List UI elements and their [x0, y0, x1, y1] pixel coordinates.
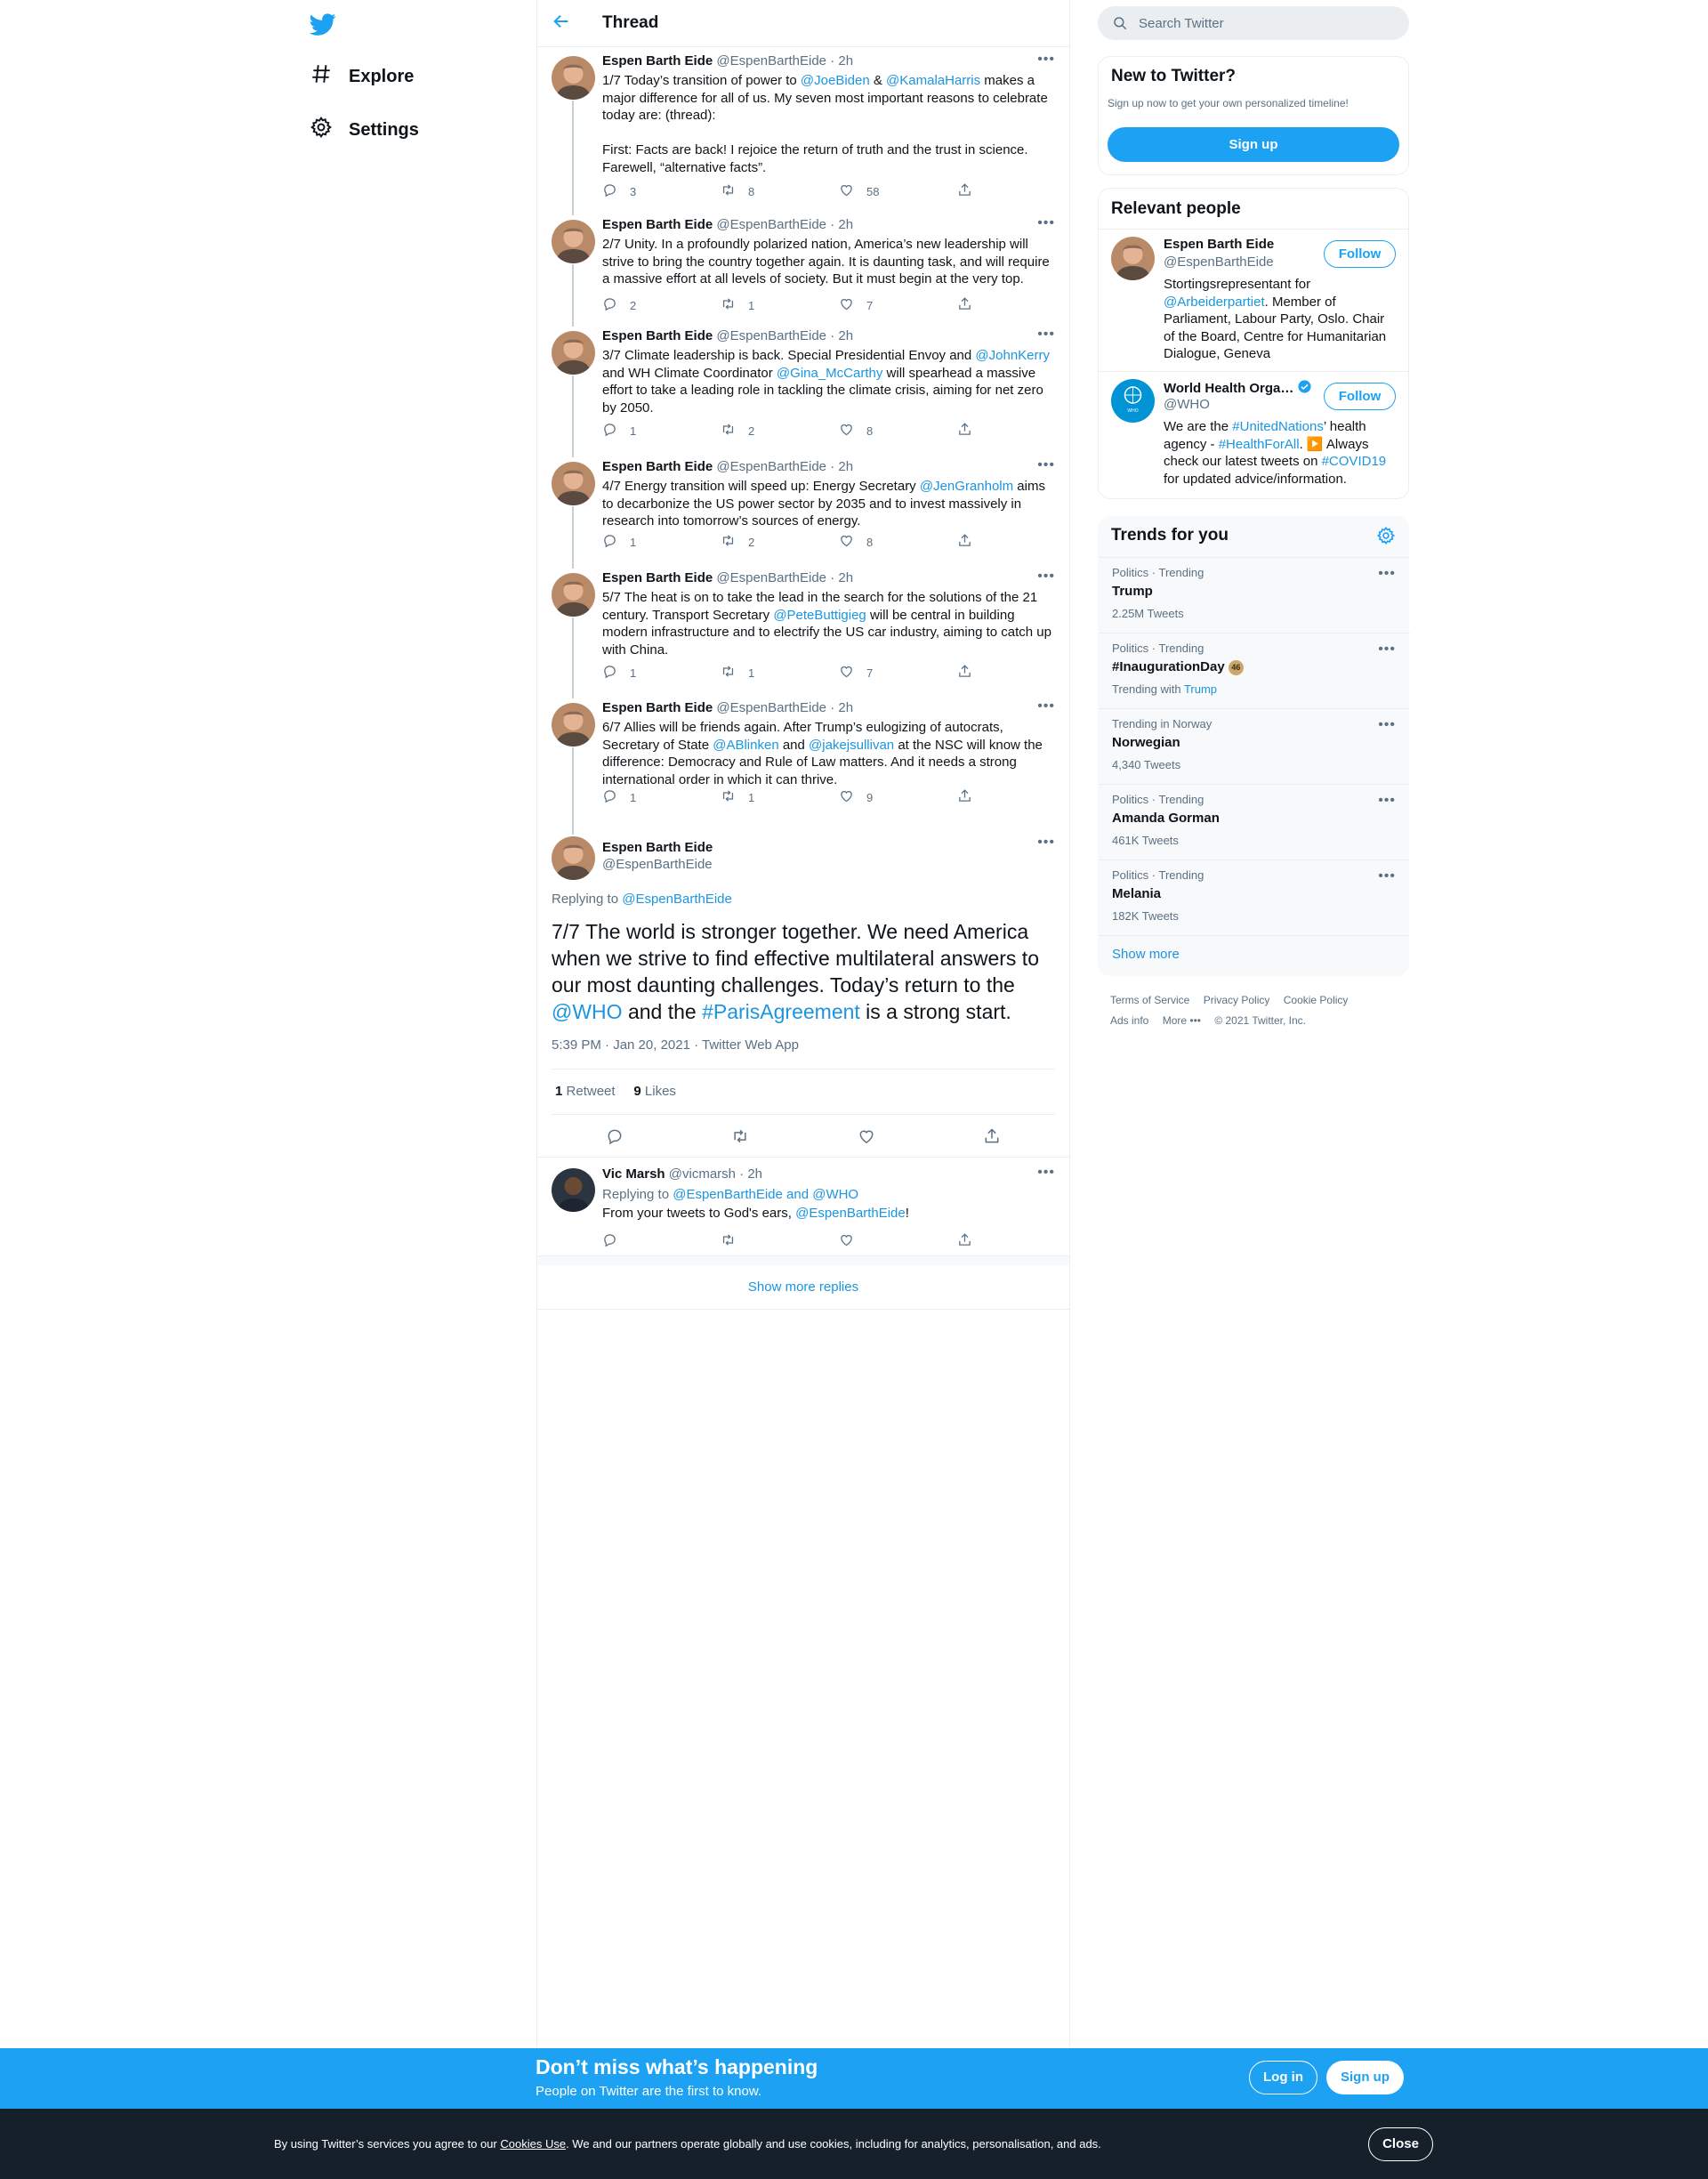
- divider: [1099, 784, 1410, 785]
- avatar[interactable]: [552, 836, 595, 880]
- show-more-trends-link[interactable]: Show more: [1112, 947, 1180, 962]
- tweet-actions: [602, 1232, 1076, 1250]
- reply-icon: [602, 296, 617, 314]
- retweet-icon: [721, 533, 736, 551]
- avatar[interactable]: [552, 462, 595, 505]
- avatar[interactable]: [552, 1168, 595, 1212]
- more-options-icon[interactable]: •••: [1378, 642, 1396, 657]
- like-count: 58: [866, 184, 880, 198]
- who-logo-icon[interactable]: [1111, 379, 1155, 423]
- share-button[interactable]: [957, 788, 1076, 806]
- like-icon: [839, 533, 854, 551]
- retweet-count: 8: [748, 184, 755, 198]
- reply-button[interactable]: [602, 664, 721, 682]
- share-icon: [957, 296, 972, 314]
- thread-connector: [572, 617, 574, 698]
- more-options-icon[interactable]: •••: [1037, 569, 1055, 584]
- person-bio: [1164, 418, 1397, 488]
- text-segment: 2/7 Unity. In a profoundly polarized nation, America’s new leadership will strive to bring the country together again. It is daunting task, and will require a massive effort at all levels of society. But it must begin at the very top.: [602, 237, 1050, 286]
- trend-item[interactable]: [1099, 717, 1410, 784]
- retweet-count: 2: [748, 535, 755, 549]
- retweet-button[interactable]: [721, 1232, 839, 1250]
- retweet-button[interactable]: [721, 422, 839, 440]
- tweet-text: [602, 347, 1056, 416]
- reply-count: 1: [630, 424, 637, 438]
- gear-icon: [310, 116, 333, 144]
- reply-button[interactable]: [602, 788, 721, 806]
- separator: [537, 1256, 1069, 1265]
- main-tweet: [537, 836, 1069, 1157]
- text-segment: From your tweets to God's ears,: [602, 1206, 796, 1221]
- retweet-icon: [721, 296, 736, 314]
- retweet-icon: [721, 182, 736, 200]
- author-name[interactable]: Espen Barth Eide: [602, 217, 713, 232]
- author-name[interactable]: Espen Barth Eide: [602, 328, 713, 343]
- mention-link[interactable]: @WHO: [552, 1000, 623, 1023]
- tweet-stats: [555, 1084, 676, 1099]
- thread-connector: [572, 101, 574, 215]
- more-options-icon[interactable]: •••: [1378, 717, 1396, 732]
- cookie-text: By using Twitter’s services you agree to our Cookies Use. We and our partners operate globally and use cookies, including for analytics, personalisation, and ads.: [274, 2137, 1101, 2151]
- text-segment: We are the: [1164, 419, 1233, 434]
- more-options-icon[interactable]: •••: [1037, 52, 1055, 67]
- tweet-text: [602, 236, 1056, 288]
- person-bio: [1164, 276, 1397, 363]
- tweet-text: [602, 1205, 1056, 1223]
- trend-context: Politics · Trending: [1112, 868, 1204, 882]
- author-name[interactable]: Espen Barth Eide: [602, 840, 713, 855]
- follow-button[interactable]: Follow: [1324, 240, 1396, 268]
- card-title: New to Twitter?: [1111, 67, 1237, 85]
- reply-count: 1: [630, 535, 637, 549]
- retweet-button[interactable]: [721, 788, 839, 806]
- retweet-count: 1: [748, 298, 755, 312]
- reply-button[interactable]: [602, 422, 721, 440]
- mention-link[interactable]: #COVID19: [1321, 454, 1387, 469]
- text-segment: 3/7 Climate leadership is back. Special Presidential Envoy and: [602, 348, 976, 363]
- trend-name: Norwegian: [1112, 735, 1180, 750]
- replying-to: [602, 1186, 1056, 1204]
- footer-link[interactable]: Cookie Policy: [1283, 994, 1349, 1006]
- reply-icon: [602, 664, 617, 682]
- thread-connector: [572, 264, 574, 327]
- mention-link[interactable]: @KamalaHarris: [886, 73, 981, 88]
- text-segment: . ▶️ Always check our latest tweets on: [1164, 436, 1369, 469]
- nav-settings[interactable]: [310, 116, 419, 144]
- tweet-text: [602, 478, 1056, 530]
- like-button[interactable]: [839, 1232, 957, 1250]
- like-count: 7: [866, 666, 874, 680]
- mention-link[interactable]: @JohnKerry: [975, 348, 1050, 363]
- text-segment: and the: [622, 1000, 703, 1023]
- tweet-text: [602, 719, 1056, 788]
- main-tweet-actions: [552, 1127, 1055, 1150]
- trend-name: Amanda Gorman: [1112, 811, 1220, 826]
- reply-tweet[interactable]: [537, 1157, 1069, 1256]
- text-segment: ’ health agency -: [1164, 419, 1366, 452]
- trend-count: 182K Tweets: [1112, 909, 1179, 923]
- reply-button[interactable]: [602, 533, 721, 551]
- share-button[interactable]: [957, 296, 1076, 314]
- more-options-icon[interactable]: •••: [1037, 215, 1055, 230]
- retweet-button[interactable]: [721, 296, 839, 314]
- like-button[interactable]: [839, 664, 957, 682]
- person-row[interactable]: [1099, 230, 1408, 372]
- author-handle[interactable]: @EspenBarthEide: [716, 459, 827, 474]
- like-icon: [839, 296, 854, 314]
- signup-promo-bar: [0, 2048, 1708, 2109]
- share-button[interactable]: [957, 533, 1076, 551]
- reply-icon: [602, 533, 617, 551]
- text-segment: aims to decarbonize the US power sector by 2035 and to invest massively in research into tomorrow’s sources of energy.: [602, 479, 1045, 529]
- more-options-icon[interactable]: •••: [1037, 835, 1055, 850]
- verified-badge-icon: [1297, 379, 1312, 398]
- follow-button[interactable]: Follow: [1324, 383, 1396, 410]
- author-name[interactable]: Espen Barth Eide: [602, 459, 713, 474]
- retweet-count: 1: [748, 666, 755, 680]
- text-segment: 1/7 Today’s transition of power to: [602, 73, 801, 88]
- like-icon: [839, 788, 854, 806]
- reply-button[interactable]: [602, 1232, 721, 1250]
- text-segment: 7/7 The world is stronger together. We need America when we strive to find effective multilateral answers to our most daunting challenges. Today’s return to the: [552, 920, 1039, 997]
- trend-link[interactable]: Trump: [1183, 682, 1218, 696]
- share-icon: [957, 182, 972, 200]
- retweet-stat[interactable]: 1 Retweet: [555, 1084, 616, 1099]
- divider: [1099, 859, 1410, 860]
- author-name[interactable]: Espen Barth Eide: [602, 570, 713, 585]
- trend-name: #InaugurationDay: [1112, 659, 1225, 674]
- author-handle[interactable]: @EspenBarthEide: [716, 217, 827, 232]
- reply-count: 1: [630, 790, 637, 804]
- text-segment: !: [905, 1206, 909, 1221]
- search-bar[interactable]: [1098, 6, 1409, 40]
- more-options-icon[interactable]: •••: [1037, 457, 1055, 472]
- retweet-button[interactable]: [721, 664, 839, 682]
- author-handle[interactable]: @vicmarsh: [668, 1166, 736, 1182]
- trend-item[interactable]: [1099, 793, 1410, 859]
- reply-icon: [602, 422, 617, 440]
- mention-link[interactable]: @jakejsullivan: [809, 737, 895, 753]
- like-count: 8: [866, 535, 874, 549]
- reply-icon[interactable]: [606, 1127, 624, 1150]
- avatar[interactable]: [1111, 237, 1155, 280]
- card-title: Relevant people: [1111, 199, 1241, 218]
- text-segment: and: [778, 737, 810, 753]
- divider: [1099, 708, 1410, 709]
- trend-context: Politics · Trending: [1112, 642, 1204, 655]
- inauguration-emoji-icon: 46: [1229, 660, 1244, 675]
- tweet-actions: [602, 182, 1076, 200]
- replying-to-link[interactable]: @EspenBarthEide and @WHO: [673, 1187, 859, 1202]
- main-tweet-text: [552, 918, 1059, 1025]
- text-segment: and WH Climate Coordinator: [602, 365, 777, 381]
- author-handle[interactable]: @EspenBarthEide: [716, 700, 827, 715]
- retweet-icon: [721, 788, 736, 806]
- retweet-button[interactable]: [721, 182, 839, 200]
- sign-up-button[interactable]: Sign up: [1108, 127, 1399, 162]
- text-segment: Stortingsrepresentant for: [1164, 277, 1311, 292]
- search-input[interactable]: [1139, 6, 1397, 40]
- back-arrow-icon[interactable]: [552, 12, 575, 35]
- mention-link[interactable]: @PeteButtigieg: [773, 607, 866, 623]
- like-icon: [839, 664, 854, 682]
- text-segment: &: [869, 73, 887, 88]
- person-name[interactable]: Espen Barth Eide: [1164, 237, 1275, 252]
- person-name[interactable]: World Health Orga…: [1164, 381, 1294, 396]
- replying-to-link[interactable]: @EspenBarthEide: [622, 892, 732, 907]
- sign-up-button[interactable]: Sign up: [1326, 2061, 1404, 2094]
- footer-link[interactable]: Terms of Service: [1110, 994, 1190, 1006]
- promo-title: Don’t miss what’s happening: [536, 2055, 818, 2078]
- cookies-use-link[interactable]: Cookies Use: [500, 2137, 567, 2151]
- log-in-button[interactable]: Log in: [1249, 2061, 1317, 2094]
- text-segment: at the NSC will know the difference: Democracy and Rule of Law matters. And it needs a strong international order in which it can thrive.: [602, 737, 1043, 787]
- divider: [1099, 633, 1410, 634]
- more-options-icon[interactable]: •••: [1378, 566, 1396, 581]
- text-segment: for updated advice/information.: [1164, 471, 1347, 487]
- mention-link[interactable]: #HealthForAll: [1218, 436, 1300, 452]
- trend-item[interactable]: [1099, 868, 1410, 935]
- mention-link[interactable]: #UnitedNations: [1232, 419, 1324, 434]
- retweet-count: 1: [748, 790, 755, 804]
- like-button[interactable]: [839, 296, 957, 314]
- reply-button[interactable]: [602, 182, 721, 200]
- like-count: 9: [866, 790, 874, 804]
- mention-link[interactable]: @Gina_McCarthy: [776, 365, 883, 381]
- cookie-banner: [0, 2109, 1708, 2179]
- like-button[interactable]: [839, 533, 957, 551]
- footer-links-row: [1110, 1014, 1317, 1027]
- avatar[interactable]: [552, 573, 595, 617]
- text-segment: is a strong start.: [859, 1000, 1011, 1023]
- author-handle[interactable]: @EspenBarthEide: [716, 53, 827, 69]
- mention-link[interactable]: @Arbeiderpartiet: [1164, 294, 1265, 310]
- tweet-actions: [602, 422, 1076, 440]
- more-options-icon[interactable]: •••: [1037, 698, 1055, 714]
- thread-connector: [572, 747, 574, 835]
- trend-count: 4,340 Tweets: [1112, 758, 1181, 771]
- author-name[interactable]: Espen Barth Eide: [602, 700, 713, 715]
- divider: [552, 1114, 1055, 1115]
- share-icon: [957, 788, 972, 806]
- replying-to-label: Replying to: [552, 892, 623, 907]
- author-handle[interactable]: @EspenBarthEide: [716, 570, 827, 585]
- text-segment: 4/7 Energy transition will speed up: Energy Secretary: [602, 479, 920, 494]
- mention-link[interactable]: @JoeBiden: [800, 73, 870, 88]
- avatar[interactable]: [552, 220, 595, 263]
- mention-link[interactable]: @JenGranholm: [919, 479, 1014, 494]
- trend-count: 2.25M Tweets: [1112, 607, 1184, 620]
- text-segment: will be central in building modern infrastructure and to electrify the US car industry, aiming to catch up with China.: [602, 607, 1051, 658]
- more-options-icon[interactable]: •••: [1378, 793, 1396, 808]
- card-title: Trends for you: [1111, 526, 1229, 545]
- reply-count: 2: [630, 298, 637, 312]
- avatar[interactable]: [552, 703, 595, 747]
- like-icon: [839, 422, 854, 440]
- text-segment: 5/7 The heat is on to take the lead in the search for the solutions of the 21 century. Transport Secretary: [602, 590, 1038, 623]
- trend-name: Melania: [1112, 886, 1162, 901]
- author-handle[interactable]: @EspenBarthEide: [602, 857, 713, 872]
- trend-name: Trump: [1112, 584, 1153, 599]
- reply-icon: [602, 1232, 617, 1250]
- share-button[interactable]: [957, 422, 1076, 440]
- author-name[interactable]: Espen Barth Eide: [602, 53, 713, 69]
- close-button[interactable]: Close: [1368, 2127, 1433, 2161]
- person-handle[interactable]: @WHO: [1164, 397, 1210, 412]
- trend-context: Politics · Trending: [1112, 566, 1204, 579]
- like-icon[interactable]: [858, 1127, 875, 1150]
- more-options-icon[interactable]: •••: [1037, 327, 1055, 342]
- tweet-text: [602, 72, 1056, 176]
- thread-header: [537, 0, 1069, 47]
- new-to-twitter-card: [1098, 56, 1409, 175]
- text-segment: . Member of Parliament, Labour Party, Oslo. Chair of the Board, Centre for Humanitarian Dialogue, Geneva: [1164, 294, 1387, 361]
- nav-settings-label: Settings: [349, 119, 419, 140]
- person-handle[interactable]: @EspenBarthEide: [1164, 254, 1274, 270]
- share-button[interactable]: [957, 182, 1076, 200]
- nav-explore[interactable]: [310, 62, 414, 91]
- tweet-actions: [602, 664, 1076, 682]
- avatar[interactable]: [552, 56, 595, 100]
- reply-icon: [602, 788, 617, 806]
- trends-card: [1098, 516, 1409, 976]
- footer-link[interactable]: Ads info: [1110, 1014, 1149, 1027]
- retweet-icon: [721, 422, 736, 440]
- more-options-icon[interactable]: •••: [1378, 868, 1396, 884]
- mention-link[interactable]: @EspenBarthEide: [795, 1206, 906, 1221]
- tweet-actions: [602, 296, 1076, 314]
- relevant-people-card: [1098, 188, 1409, 499]
- tweet-time[interactable]: · 2h: [830, 570, 854, 585]
- thread-connector: [572, 375, 574, 457]
- share-button[interactable]: [957, 1232, 1076, 1250]
- nav-explore-label: Explore: [349, 66, 415, 86]
- mention-link[interactable]: @ABlinken: [713, 737, 779, 753]
- retweet-button[interactable]: [721, 533, 839, 551]
- divider: [1099, 557, 1410, 558]
- like-icon: [839, 182, 854, 200]
- twitter-logo-icon[interactable]: [310, 11, 336, 37]
- author-name[interactable]: Vic Marsh: [602, 1166, 665, 1182]
- person-row[interactable]: [1099, 372, 1408, 496]
- share-icon: [957, 422, 972, 440]
- like-button[interactable]: [839, 422, 957, 440]
- retweet-icon: [721, 664, 736, 682]
- footer-copyright: © 2021 Twitter, Inc.: [1214, 1014, 1307, 1027]
- thread-column: [536, 0, 1070, 2048]
- tweet-actions: [602, 533, 1076, 551]
- trend-item[interactable]: [1099, 642, 1410, 708]
- tweet-time[interactable]: · 2h: [830, 459, 854, 474]
- share-icon[interactable]: [983, 1127, 1001, 1150]
- share-button[interactable]: [957, 664, 1076, 682]
- card-subtitle: Sign up now to get your own personalized timeline!: [1108, 97, 1349, 109]
- like-button[interactable]: [839, 788, 957, 806]
- trend-count-label: Trending with: [1112, 682, 1181, 696]
- page-title: Thread: [602, 13, 659, 32]
- divider: [537, 1309, 1069, 1310]
- tweet-time[interactable]: · 2h: [830, 328, 854, 343]
- text-segment: makes a major difference for all of us. My seven most important reasons to celebrate today are: (thread): First: Facts are back! I rejoice the return of truth and the trust in science. Farewell, “alternative facts”.: [602, 73, 1048, 175]
- share-icon: [957, 664, 972, 682]
- reply-count: 1: [630, 666, 637, 680]
- promo-subtitle: People on Twitter are the first to know.: [536, 2084, 762, 2099]
- footer-link[interactable]: Privacy Policy: [1203, 994, 1270, 1006]
- trend-count: 461K Tweets: [1112, 834, 1179, 847]
- author-handle[interactable]: @EspenBarthEide: [716, 328, 827, 343]
- retweet-icon: [721, 1232, 736, 1250]
- divider: [1099, 935, 1410, 936]
- trend-context: Politics · Trending: [1112, 793, 1204, 806]
- footer-links-row: [1110, 994, 1358, 1006]
- replying-to: [552, 892, 732, 907]
- tweet-actions: [602, 788, 1076, 806]
- more-options-icon[interactable]: •••: [1037, 1165, 1055, 1180]
- svg-text:WHO: WHO: [1127, 408, 1139, 414]
- replying-to-label: Replying to: [602, 1187, 673, 1202]
- tweet-time[interactable]: · 2h: [739, 1166, 763, 1182]
- trends-settings-icon[interactable]: [1376, 526, 1396, 545]
- share-icon: [957, 533, 972, 551]
- retweet-icon[interactable]: [731, 1127, 749, 1150]
- reply-button[interactable]: [602, 296, 721, 314]
- tweet-time[interactable]: · 2h: [830, 700, 854, 715]
- mention-link[interactable]: #ParisAgreement: [702, 1000, 860, 1023]
- trend-context: Trending in Norway: [1112, 717, 1213, 730]
- reply-count: 3: [630, 184, 637, 198]
- hashtag-icon: [310, 62, 333, 91]
- like-count: 8: [866, 424, 874, 438]
- like-stat[interactable]: 9 Likes: [633, 1084, 676, 1099]
- avatar[interactable]: [552, 331, 595, 375]
- tweet-time[interactable]: · 2h: [830, 217, 854, 232]
- tweet-timestamp[interactable]: 5:39 PM · Jan 20, 2021 · Twitter Web App: [552, 1037, 799, 1053]
- show-more-replies-link[interactable]: Show more replies: [747, 1279, 859, 1295]
- like-count: 7: [866, 298, 874, 312]
- share-icon: [957, 1232, 972, 1250]
- tweet-text: [602, 589, 1056, 658]
- like-button[interactable]: [839, 182, 957, 200]
- thread-connector: [572, 506, 574, 569]
- footer-link[interactable]: More •••: [1162, 1014, 1201, 1027]
- tweet-time[interactable]: · 2h: [830, 53, 854, 69]
- retweet-count: 2: [748, 424, 755, 438]
- trend-item[interactable]: [1099, 566, 1410, 633]
- like-icon: [839, 1232, 854, 1250]
- reply-icon: [602, 182, 617, 200]
- text-segment: 6/7 Allies will be friends again. After Trump’s eulogizing of autocrats, Secretary of State: [602, 720, 1003, 753]
- text-segment: will spearhead a massive effort to take a leading role in tackling the climate crisis, aiming for net zero by 2050.: [602, 365, 1043, 416]
